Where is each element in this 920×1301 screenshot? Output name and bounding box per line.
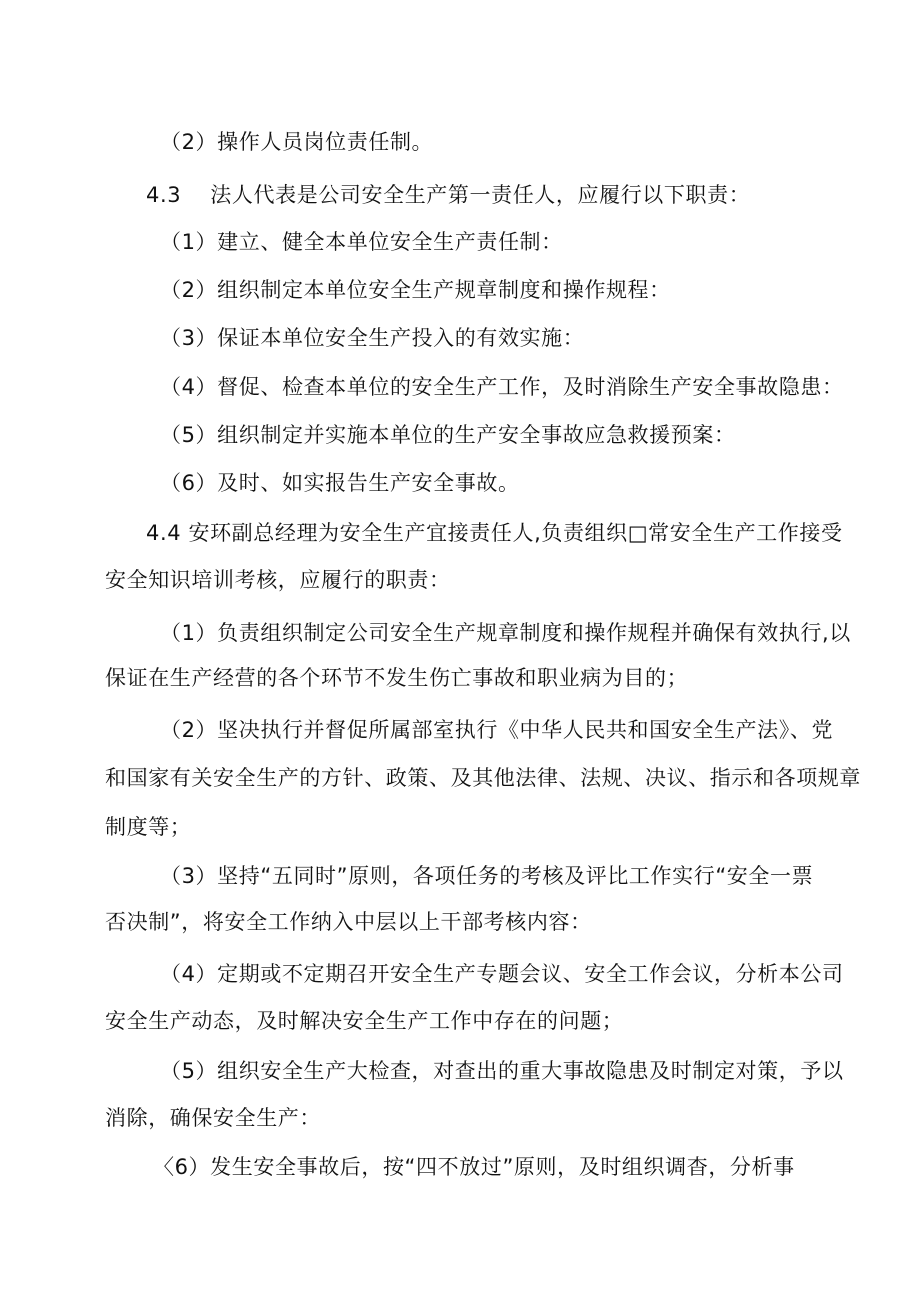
text-line-11: （1）负责组织制定公司安全生产规章制度和操作规程并确保有效执行,以 (160, 621, 851, 645)
text-line-21: 消除，确保安全生产： (105, 1106, 321, 1130)
text-line-2: 4.3 法人代表是公司安全生产第一责任人，应履行以下职责： (146, 183, 751, 207)
text-line-15: 制度等； (105, 815, 192, 839)
text-line-16: （3）坚持“五同时”原则，各项任务的考核及评比工作实行“安全一票 (160, 864, 814, 888)
text-line-7: （5）组织制定并实施本单位的生产安全事故应急救援预案： (160, 423, 736, 447)
text-line-18: （4）定期或不定期召开安全生产专题会议、安全工作会议，分析本公司 (160, 962, 844, 986)
text-line-10: 安全知识培训考核，应履行的职责： (105, 568, 451, 592)
text-line-8: （6）及时、如实报告生产安全事故。 (160, 471, 520, 495)
text-line-13: （2）坚决执行并督促所属部室执行《中华人民共和国安全生产法》、党 (160, 718, 834, 742)
text-line-3: （1）建立、健全本单位安全生产责任制： (160, 230, 563, 254)
text-line-6: （4）督促、检查本单位的安全生产工作，及时消除生产安全事故隐患： (160, 375, 844, 399)
text-line-5: （3）保证本单位安全生产投入的有效实施： (160, 326, 585, 350)
text-line-9: 4.4 安环副总经理为安全生产宜接责任人,负责组织□常安全生产工作接受 (146, 521, 843, 545)
text-line-19: 安全生产动态，及时解决安全生产工作中存在的问题； (105, 1009, 624, 1033)
text-line-4: （2）组织制定本单位安全生产规章制度和操作规程： (160, 278, 671, 302)
text-line-1: （2）操作人员岗位责任制。 (160, 130, 434, 154)
text-line-17: 否决制”，将安全工作纳入中层以上干部考核内容： (105, 910, 592, 934)
text-line-22: 〈6）发生安全事故后，按“四不放过”原则，及时组织调杳，分析事 (153, 1155, 795, 1179)
text-line-20: （5）组织安全生产大检查，对查出的重大事故隐患及时制定对策，予以 (160, 1059, 844, 1083)
text-line-14: 和国家有关安全生产的方针、政策、及其他法律、法规、决议、指示和各项规章 (105, 766, 861, 790)
text-line-12: 保证在生产经营的各个环节不发生伤亡事故和职业病为目的； (105, 666, 689, 690)
